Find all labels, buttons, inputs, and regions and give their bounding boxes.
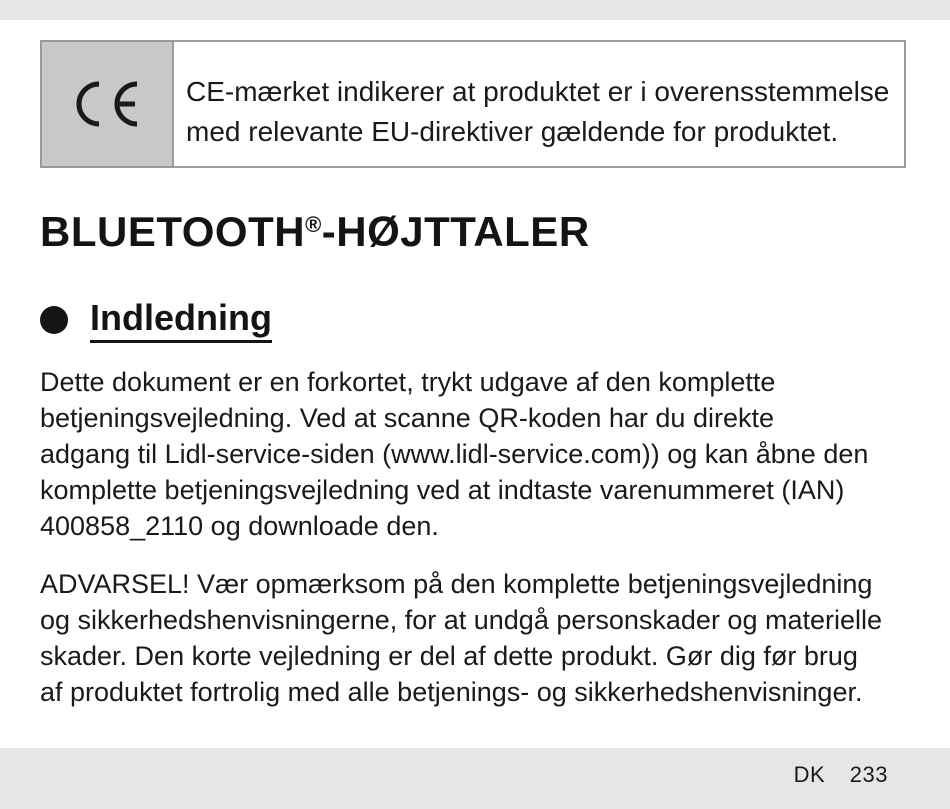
intro-paragraph xyxy=(40,364,868,544)
footer-country: DK xyxy=(793,762,826,787)
paragraph-line: af produktet fortrolig med alle betjenings- og sikkerhedshenvisninger. xyxy=(40,677,863,707)
page-footer xyxy=(794,762,888,788)
paragraph-line: betjeningsvejledning. Ved at scanne QR-koden har du direkte xyxy=(40,403,774,433)
ce-mark-icon xyxy=(67,76,147,132)
ce-notice-box xyxy=(40,40,906,168)
page-title xyxy=(40,208,590,256)
top-band xyxy=(0,0,950,20)
paragraph-line: Dette dokument er en forkortet, trykt udgave af den komplette xyxy=(40,367,776,397)
ce-notice-line: CE-mærket indikerer at produktet er i overensstemmelse xyxy=(186,76,890,107)
paragraph-line: adgang til Lidl-service-siden (www.lidl-service.com)) og kan åbne den xyxy=(40,439,869,469)
section-header xyxy=(40,296,272,343)
paragraph-line: ADVARSEL! Vær opmærksom på den komplette betjeningsvejledning xyxy=(40,569,873,599)
bullet-icon xyxy=(40,306,68,334)
warning-paragraph xyxy=(40,566,882,710)
registered-mark: ® xyxy=(305,212,322,237)
paragraph-line: skader. Den korte vejledning er del af dette produkt. Gør dig før brug xyxy=(40,641,858,671)
title-main: BLUETOOTH xyxy=(40,208,306,255)
paragraph-line: komplette betjeningsvejledning ved at indtaste varenummeret (IAN) xyxy=(40,475,845,505)
title-suffix: -HØJTTALER xyxy=(321,208,590,255)
paragraph-line: 400858_2110 og downloade den. xyxy=(40,511,439,541)
paragraph-line: og sikkerhedshenvisningerne, for at undgå personskader og materielle xyxy=(40,605,883,635)
ce-notice-line: med relevante EU-direktiver gældende for produktet. xyxy=(186,116,839,147)
ce-notice-text xyxy=(174,42,904,166)
page-number: 233 xyxy=(849,762,888,787)
ce-mark-cell xyxy=(42,42,174,166)
section-title: Indledning xyxy=(90,296,272,343)
